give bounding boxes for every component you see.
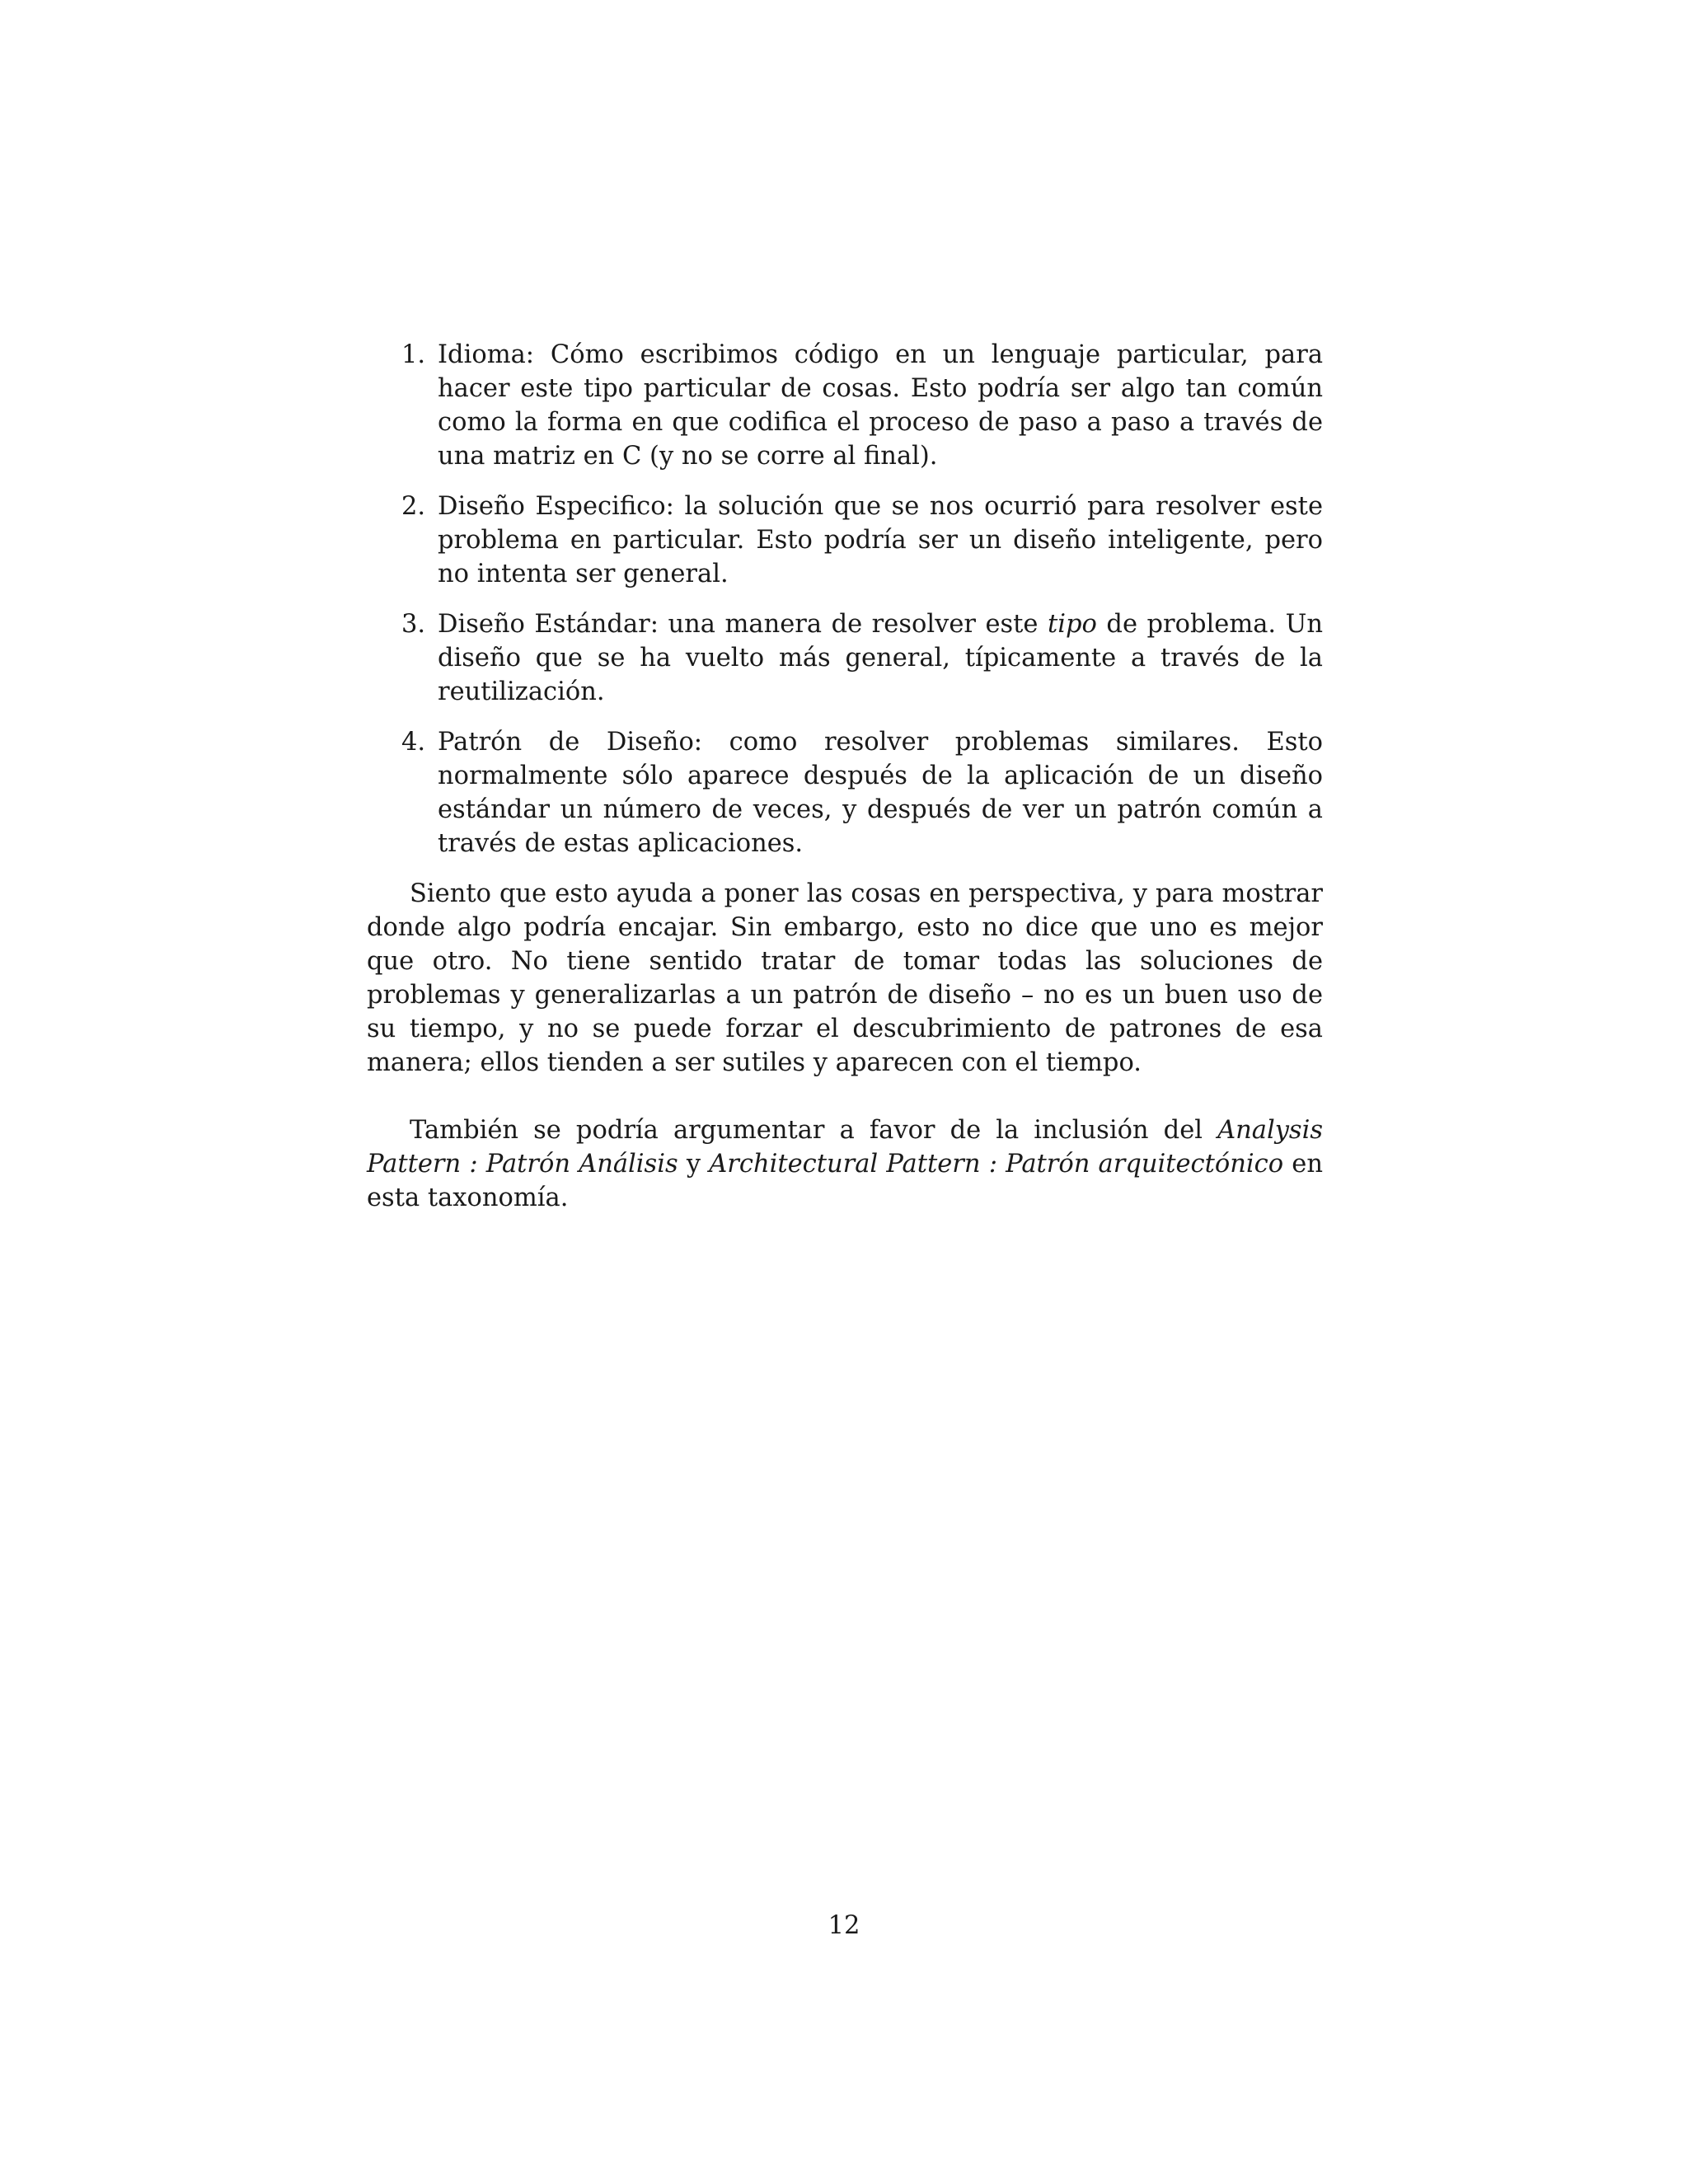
page-number: 12 xyxy=(828,1911,860,1940)
list-item-text: Diseño Especifico: la solución que se nos ocurrió para resolver este problema en particular. Esto podría ser un diseño inteligente, pero no intenta ser general. xyxy=(438,492,1323,588)
list-item-emphasis: tipo xyxy=(1048,610,1097,639)
paragraph-text: También se podría argumentar a favor de la inclusión del xyxy=(410,1116,1218,1145)
emphasis-analysis-pattern: Analysis Pattern : Patrón Análisis xyxy=(367,1116,1323,1179)
paragraph-text: y xyxy=(678,1150,710,1179)
emphasis-architectural-pattern: Architectural Pattern : Patrón arquitectónico xyxy=(709,1150,1284,1179)
list-item-number: 1. xyxy=(401,340,426,369)
paragraph-perspective: Siento que esto ayuda a poner las cosas en perspectiva, y para mostrar donde algo podría encajar. Sin embargo, esto no dice que uno es mejor que otro. No tiene sentido tratar de tomar todas las soluciones de problemas y generalizarlas a un patrón de diseño – no es un buen uso de su tiempo, y no se puede forzar el descubrimiento de patrones de esa manera; ellos tienden a ser sutiles y aparecen con el tiempo. xyxy=(367,879,1323,1077)
list-item-diseno-estandar xyxy=(367,607,1323,709)
list-item-diseno-especifico xyxy=(367,490,1323,591)
list-item-text: Patrón de Diseño: como resolver problemas similares. Esto normalmente sólo aparece después de la aplicación de un diseño estándar un número de veces, y después de ver un patrón común a través de estas aplicaciones. xyxy=(438,728,1323,858)
list-item-number: 2. xyxy=(401,492,426,521)
body-text xyxy=(367,338,1323,1215)
list-item-number: 4. xyxy=(401,728,426,757)
list-item-text-after: de problema. Un diseño que se ha vuelto más general, típicamente a través de la reutilización. xyxy=(438,610,1323,706)
taxonomy-list xyxy=(367,338,1323,860)
paragraph-text: en esta taxonomía. xyxy=(367,1150,1323,1212)
list-item-text-before: Diseño Estándar: una manera de resolver este xyxy=(438,610,1048,639)
list-item-patron-de-diseno xyxy=(367,725,1323,860)
paragraph-analysis-pattern xyxy=(367,1113,1323,1215)
list-item-text: Idioma: Cómo escribimos código en un lenguaje particular, para hacer este tipo particular de cosas. Esto podría ser algo tan común como la forma en que codifica el proceso de paso a paso a través de una matriz en C (y no se corre al final). xyxy=(438,340,1323,471)
list-item-idioma xyxy=(367,338,1323,473)
list-item-number: 3. xyxy=(401,610,426,639)
